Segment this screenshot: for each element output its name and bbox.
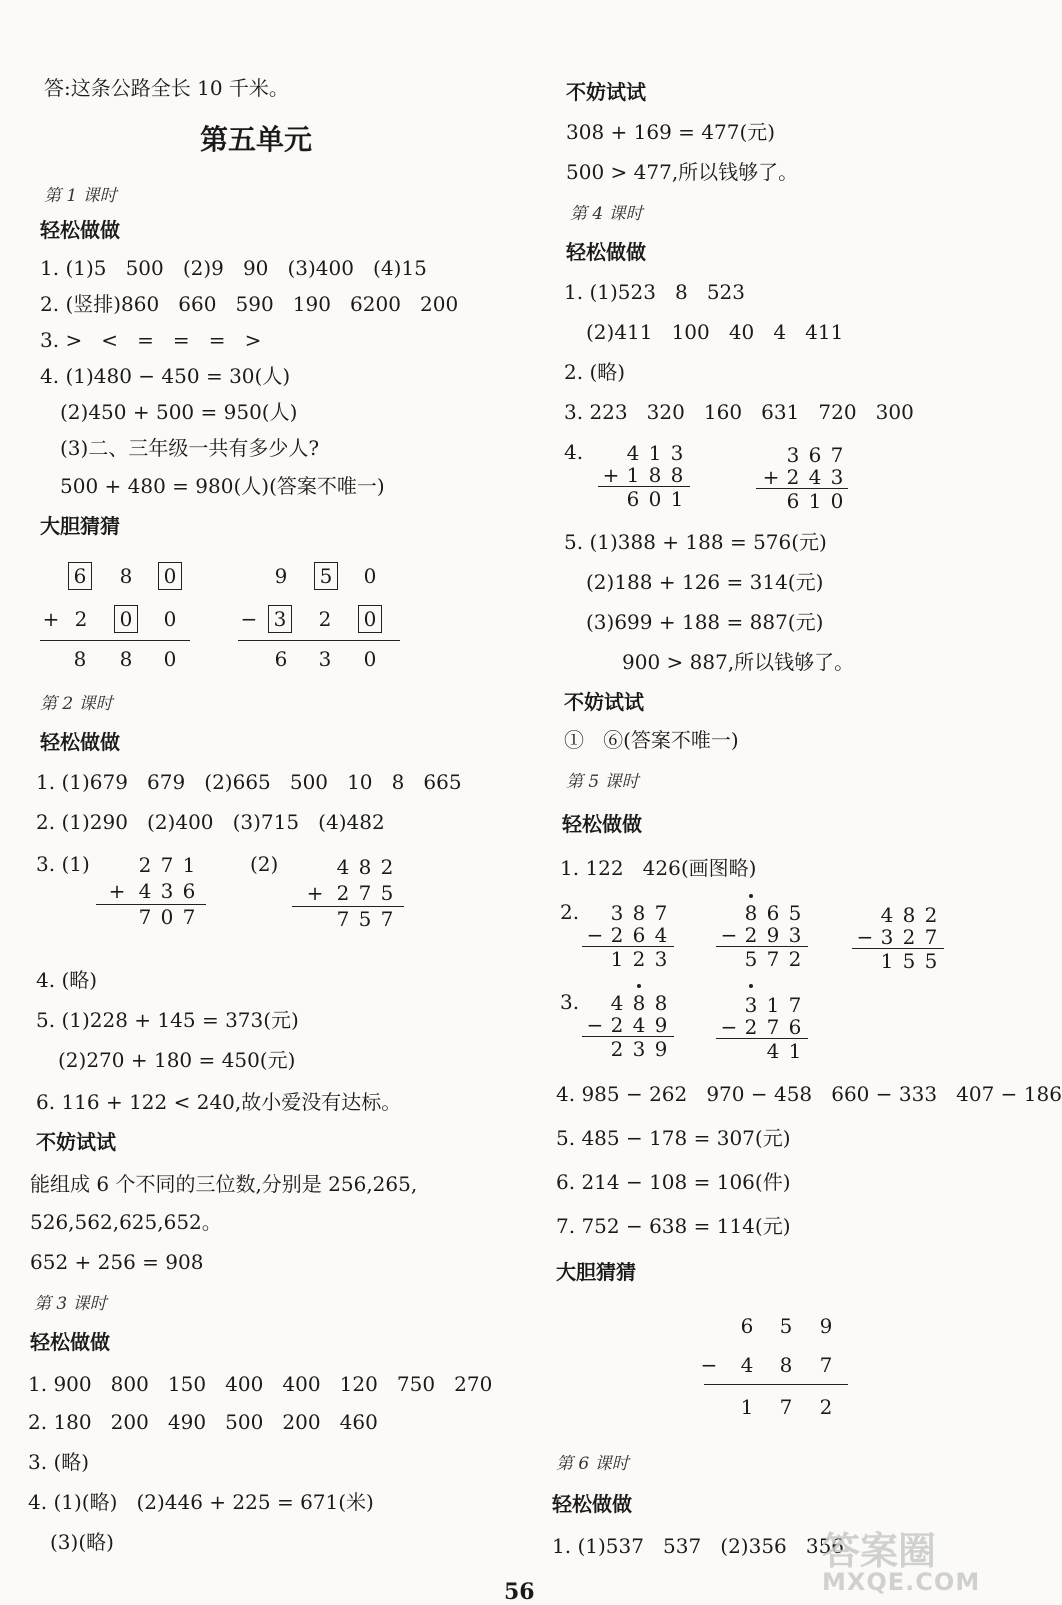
lesson-5-guess-heading: 大胆猜猜 — [556, 1260, 636, 1284]
l1-q4-3: (3)二、三年级一共有多少人? — [60, 436, 320, 460]
borrow-dot — [749, 894, 753, 898]
calc-digit: 8 — [358, 855, 372, 879]
calc-digit: 4 — [336, 855, 350, 879]
calc-digit: 7 — [336, 907, 350, 931]
lesson-2-easy-heading: 轻松做做 — [40, 730, 120, 754]
calc-digit: 6 — [740, 1314, 754, 1338]
l4-q2: 2. (略) — [564, 360, 626, 384]
calc-digit: 3 — [830, 465, 844, 489]
calc-digit: 6 — [632, 923, 646, 947]
calc-digit: 4 — [632, 1013, 646, 1037]
calc-digit: 9 — [654, 1037, 668, 1061]
lesson-2-label: 第 2 课时 — [40, 694, 113, 714]
calc-digit: 2 — [819, 1395, 833, 1419]
calc-digit: 2 — [138, 853, 152, 877]
calc-digit: 4 — [654, 923, 668, 947]
calc-digit: 5 — [902, 949, 916, 973]
l2-q5-2: (2)270 + 180 = 450(元) — [58, 1048, 296, 1072]
l5-q4: 4. 985 − 262 970 − 458 660 − 333 407 − 186 — [556, 1082, 1062, 1106]
l4-q5-conclusion: 900 > 887,所以钱够了。 — [622, 650, 855, 674]
lesson-6-easy-heading: 轻松做做 — [552, 1492, 632, 1516]
l1-q4: 4. (1)480 − 450 = 30(人) — [40, 364, 291, 388]
puzzle-digit: 8 — [73, 647, 87, 671]
calc-digit: 8 — [632, 901, 646, 925]
calc-digit: 0 — [830, 489, 844, 513]
calc-digit: 4 — [626, 441, 640, 465]
calc-digit: 3 — [744, 993, 758, 1017]
calc-digit: 9 — [654, 1013, 668, 1037]
l5-q5: 5. 485 − 178 = 307(元) — [556, 1126, 791, 1150]
calc-digit: 8 — [902, 903, 916, 927]
l2-q3-label: 3. (1) — [36, 852, 90, 876]
calc-digit: 3 — [670, 441, 684, 465]
page-number: 56 — [504, 1579, 535, 1605]
l3-q4: 4. (1)(略) (2)446 + 225 = 671(米) — [28, 1490, 374, 1514]
calc-digit: 6 — [182, 879, 196, 903]
l2-q1: 1. (1)679 679 (2)665 500 10 8 665 — [36, 770, 462, 794]
calc-digit: 5 — [788, 901, 802, 925]
l1-q2: 2. (竖排)860 660 590 190 6200 200 — [40, 292, 459, 316]
puzzle-digit: 9 — [274, 564, 288, 588]
calc-operator: + — [108, 879, 126, 903]
puzzle-digit: 8 — [119, 564, 133, 588]
calc-digit: 7 — [819, 1353, 833, 1377]
puzzle-digit: 0 — [119, 607, 133, 631]
calc-digit: 2 — [744, 923, 758, 947]
calc-digit: 5 — [744, 947, 758, 971]
lesson-6-label: 第 6 课时 — [556, 1454, 629, 1474]
lesson-1-easy-heading: 轻松做做 — [40, 218, 120, 242]
calc-digit: 1 — [626, 463, 640, 487]
l3-q1: 1. 900 800 150 400 400 120 750 270 — [28, 1372, 493, 1396]
puzzle-digit: 2 — [318, 607, 332, 631]
calc-digit: 1 — [610, 947, 624, 971]
calc-operator: + — [762, 465, 780, 489]
lesson-1-guess-heading: 大胆猜猜 — [40, 514, 120, 538]
calc-digit: 7 — [160, 853, 174, 877]
l1-q4-2: (2)450 + 500 = 950(人) — [60, 400, 298, 424]
calc-digit: 2 — [744, 1015, 758, 1039]
calc-digit: 5 — [779, 1314, 793, 1338]
l1-q3: 3. > < = = = > — [40, 328, 262, 352]
calc-digit: 1 — [808, 489, 822, 513]
lesson-5-label: 第 5 课时 — [566, 772, 639, 792]
calc-operator: − — [720, 1015, 738, 1039]
lesson-2-try-heading: 不妨试试 — [36, 1130, 116, 1154]
calc-digit: 7 — [924, 925, 938, 949]
l6-q1: 1. (1)537 537 (2)356 356 — [552, 1534, 845, 1558]
l4-q1: 1. (1)523 8 523 — [564, 280, 745, 304]
calc-digit: 2 — [380, 855, 394, 879]
calc-digit: 2 — [610, 1013, 624, 1037]
calc-operator: + — [306, 881, 324, 905]
calc-digit: 7 — [654, 901, 668, 925]
l4-q1-2: (2)411 100 40 4 411 — [586, 320, 844, 344]
l3-q4-3: (3)(略) — [50, 1530, 114, 1554]
calc-digit: 2 — [902, 925, 916, 949]
calc-digit: 6 — [626, 487, 640, 511]
calc-digit: 3 — [788, 923, 802, 947]
calc-operator: − — [700, 1353, 718, 1377]
l4-q5-2: (2)188 + 126 = 314(元) — [586, 570, 824, 594]
calc-digit: 0 — [648, 487, 662, 511]
calc-digit: 7 — [830, 443, 844, 467]
borrow-dot — [749, 984, 753, 988]
l2-q4: 4. (略) — [36, 968, 98, 992]
calc-digit: 6 — [786, 489, 800, 513]
calc-digit: 8 — [744, 901, 758, 925]
calc-digit: 4 — [138, 879, 152, 903]
lesson-3-easy-heading: 轻松做做 — [30, 1330, 110, 1354]
sum-line — [238, 640, 400, 641]
puzzle-digit: 5 — [319, 564, 333, 588]
calc-digit: 4 — [808, 465, 822, 489]
l2-try-line-2: 526,562,625,652。 — [30, 1210, 222, 1234]
unit-title: 第五单元 — [200, 123, 313, 156]
calc-operator: − — [720, 923, 738, 947]
l2-q3b-label: (2) — [250, 852, 279, 876]
lesson-1-label: 第 1 课时 — [44, 186, 117, 206]
calc-digit: 3 — [610, 901, 624, 925]
l1-q4-3-answer: 500 + 480 = 980(人)(答案不唯一) — [60, 474, 385, 498]
l3-q3: 3. (略) — [28, 1450, 90, 1474]
right-try-line-2: 500 > 477,所以钱够了。 — [566, 160, 799, 184]
calc-digit: 4 — [610, 991, 624, 1015]
calc-digit: 2 — [924, 903, 938, 927]
calc-digit: 8 — [654, 991, 668, 1015]
calc-digit: 2 — [336, 881, 350, 905]
l3-q2: 2. 180 200 490 500 200 460 — [28, 1410, 378, 1434]
puzzle-digit: 0 — [163, 607, 177, 631]
sum-line — [40, 640, 190, 641]
calc-digit: 1 — [670, 487, 684, 511]
calc-digit: 9 — [819, 1314, 833, 1338]
calc-digit: 3 — [632, 1037, 646, 1061]
puzzle-digit: 2 — [74, 607, 88, 631]
calc-digit: 7 — [138, 905, 152, 929]
calc-operator: + — [602, 463, 620, 487]
calc-digit: 1 — [766, 993, 780, 1017]
l4-q3: 3. 223 320 160 631 720 300 — [564, 400, 914, 424]
watermark-url: MXQE.COM — [822, 1568, 981, 1596]
calc-digit: 1 — [182, 853, 196, 877]
puzzle-digit: 3 — [273, 607, 287, 631]
lesson-3-label: 第 3 课时 — [34, 1294, 107, 1314]
calc-operator: − — [586, 1013, 604, 1037]
puzzle-digit: 0 — [363, 564, 377, 588]
calc-digit: 6 — [808, 443, 822, 467]
calc-digit: 1 — [788, 1039, 802, 1063]
answer-line: 答:这条公路全长 10 千米。 — [44, 76, 289, 100]
calc-digit: 7 — [779, 1395, 793, 1419]
puzzle-digit: 0 — [163, 647, 177, 671]
l5-q6: 6. 214 − 108 = 106(件) — [556, 1170, 791, 1194]
puzzle-operator: + — [42, 607, 60, 631]
l2-try-line-1: 能组成 6 个不同的三位数,分别是 256,265, — [30, 1172, 418, 1196]
calc-digit: 1 — [648, 441, 662, 465]
calc-digit: 2 — [610, 1037, 624, 1061]
sum-line — [704, 1384, 848, 1385]
l2-try-line-3: 652 + 256 = 908 — [30, 1250, 204, 1274]
calc-digit: 2 — [610, 923, 624, 947]
calc-digit: 5 — [380, 881, 394, 905]
l2-q2: 2. (1)290 (2)400 (3)715 (4)482 — [36, 810, 385, 834]
calc-digit: 7 — [766, 947, 780, 971]
puzzle-digit: 6 — [274, 647, 288, 671]
l5-q7: 7. 752 − 638 = 114(元) — [556, 1214, 791, 1238]
calc-digit: 4 — [880, 903, 894, 927]
calc-digit: 3 — [786, 443, 800, 467]
calc-digit: 7 — [788, 993, 802, 1017]
calc-operator: − — [856, 925, 874, 949]
calc-digit: 5 — [924, 949, 938, 973]
l5-q2-label: 2. — [560, 900, 580, 924]
lesson-5-easy-heading: 轻松做做 — [562, 812, 642, 836]
lesson-4-try-heading: 不妨试试 — [564, 690, 644, 714]
right-try-heading: 不妨试试 — [566, 80, 646, 104]
calc-digit: 1 — [880, 949, 894, 973]
l4-try-line: ① ⑥(答案不唯一) — [564, 728, 739, 752]
puzzle-digit: 8 — [119, 647, 133, 671]
puzzle-digit: 0 — [363, 607, 377, 631]
lesson-4-label: 第 4 课时 — [570, 204, 643, 224]
calc-digit: 4 — [740, 1353, 754, 1377]
borrow-dot — [637, 984, 641, 988]
calc-digit: 5 — [358, 907, 372, 931]
puzzle-digit: 6 — [73, 564, 87, 588]
l4-q5: 5. (1)388 + 188 = 576(元) — [564, 530, 827, 554]
l2-q5: 5. (1)228 + 145 = 373(元) — [36, 1008, 299, 1032]
calc-digit: 9 — [766, 923, 780, 947]
calc-digit: 3 — [654, 947, 668, 971]
calc-digit: 2 — [788, 947, 802, 971]
calc-digit: 3 — [160, 879, 174, 903]
puzzle-digit: 0 — [163, 564, 177, 588]
l1-q1: 1. (1)5 500 (2)9 90 (3)400 (4)15 — [40, 256, 427, 280]
l4-q5-3: (3)699 + 188 = 887(元) — [586, 610, 824, 634]
calc-digit: 7 — [182, 905, 196, 929]
lesson-4-easy-heading: 轻松做做 — [566, 240, 646, 264]
calc-digit: 8 — [632, 991, 646, 1015]
calc-digit: 7 — [766, 1015, 780, 1039]
l4-q4-label: 4. — [564, 440, 584, 464]
watermark-logo: 答案圈 — [822, 1529, 937, 1573]
calc-digit: 2 — [786, 465, 800, 489]
l5-q1: 1. 122 426(画图略) — [560, 856, 757, 880]
calc-digit: 6 — [766, 901, 780, 925]
calc-digit: 8 — [648, 463, 662, 487]
l2-q6: 6. 116 + 122 < 240,故小爱没有达标。 — [36, 1090, 402, 1114]
calc-digit: 6 — [788, 1015, 802, 1039]
calc-digit: 3 — [880, 925, 894, 949]
calc-digit: 8 — [779, 1353, 793, 1377]
calc-digit: 4 — [766, 1039, 780, 1063]
l5-q3-label: 3. — [560, 990, 580, 1014]
puzzle-operator: − — [240, 607, 258, 631]
puzzle-digit: 3 — [318, 647, 332, 671]
calc-digit: 7 — [380, 907, 394, 931]
calc-digit: 7 — [358, 881, 372, 905]
calc-operator: − — [586, 923, 604, 947]
calc-digit: 8 — [670, 463, 684, 487]
right-try-line-1: 308 + 169 = 477(元) — [566, 120, 776, 144]
calc-digit: 1 — [740, 1395, 754, 1419]
calc-digit: 2 — [632, 947, 646, 971]
puzzle-digit: 0 — [363, 647, 377, 671]
calc-digit: 0 — [160, 905, 174, 929]
